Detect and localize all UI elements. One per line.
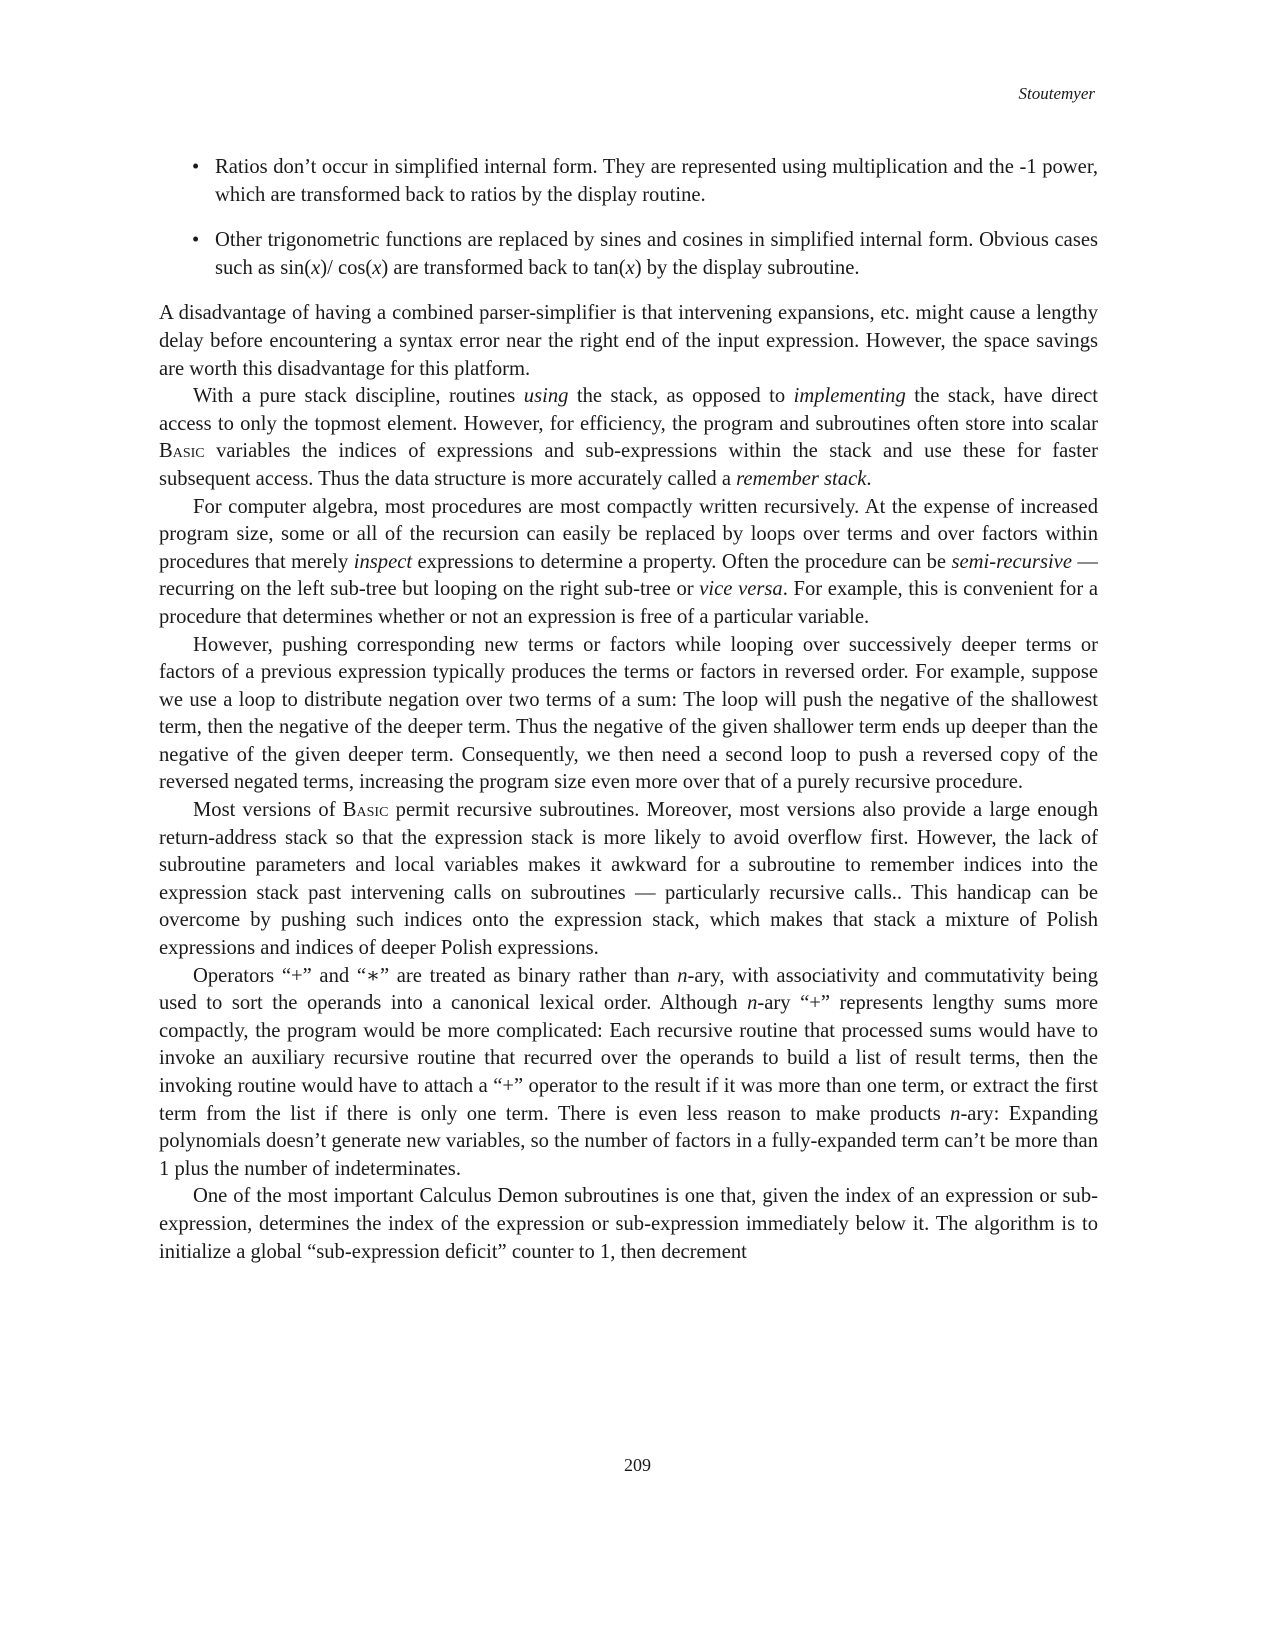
bullet-text: Ratios don’t occur in simplified internal form. They are represented using multiplication and the -1 power, which are transformed back to ratios by the display routine. — [215, 156, 1098, 206]
text-run: Operators “+” and “∗” are treated as binary rather than — [193, 964, 678, 987]
math-var-n: n — [950, 1102, 961, 1125]
bullet-item-ratios — [159, 154, 1098, 209]
text-run: the stack, as opposed to — [568, 385, 794, 408]
emphasis-semi-recursive: semi-recursive — [951, 550, 1072, 573]
text-run: the stack, have direct access to only the topmost element. However, for efficiency, the program and subroutines often store into scalar — [159, 385, 1099, 435]
paragraph-operators — [159, 963, 1098, 1184]
bullet-icon: • — [192, 229, 200, 252]
paragraph-recursive-subroutines — [159, 797, 1098, 963]
bullet-item-trig — [159, 227, 1098, 282]
emphasis-vice-versa: vice versa — [699, 578, 783, 601]
page-number: 209 — [624, 1455, 651, 1475]
math-var-n: n — [677, 964, 688, 987]
emphasis-inspect: inspect — [353, 550, 413, 573]
running-head-author: Stoutemyer — [1018, 84, 1095, 103]
emphasis-remember-stack: remember stack — [736, 467, 867, 490]
bullet-text: )/ cos( — [320, 256, 373, 279]
text-run: -ary: Expanding polynomials doesn’t generate new variables, so the number of factors in a fully-expanded term can’t be more than 1 plus the number of indeterminates. — [159, 1102, 1098, 1180]
body-text — [159, 154, 1098, 1266]
text-run: permit recursive subroutines. Moreover, most versions also provide a large enough return-address stack so that the expression stack is more likely to avoid overflow first. However, the lack of subroutine parameters and local variables makes it awkward for a subroutine to remember indices into the expression stack past intervening calls on subroutines — particularly recursive calls.. This handicap can be overcome by pushing such indices onto the expression stack, which makes that stack a mixture of Polish expressions and indices of deeper Polish expressions. — [159, 799, 1098, 960]
text-run: -ary “+” represents lengthy sums more compactly, the program would be more complicated: Each recursive routine that processed sums would have to invoke an auxiliary recursive routine that recurred over the operands to build a list of result terms, then the invoking routine would have to attach a “+” operator to the result if it was more than one term, or extract the first term from the list if there is only one term. There is even less reason to make products — [159, 992, 1099, 1125]
bullet-icon: • — [192, 156, 200, 178]
text-run: expressions to determine a property. Often the procedure can be — [412, 550, 952, 573]
emphasis-implementing: implementing — [793, 385, 906, 408]
text-run: -ary, with associativity and commutativity being used to sort the operands into a canonical lexical order. Although — [159, 964, 1098, 1015]
bullet-text: ) are transformed back to tan( — [381, 256, 626, 279]
text-run: . For example, this is convenient for a procedure that determines whether or not an expression is free of a particular variable. — [159, 578, 1098, 628]
basic-smallcaps: Basic — [159, 440, 205, 463]
bullet-list — [159, 154, 1098, 282]
text-run: For computer algebra, most procedures are most compactly written recursively. At the expense of increased program size, some or all of the recursion can easily be replaced by loops over terms and over factors within procedures that merely — [159, 495, 1098, 573]
math-var-n: n — [747, 992, 758, 1015]
text-run: . — [866, 467, 872, 490]
emphasis-using: using — [523, 385, 569, 408]
paragraph-recursion — [159, 494, 1098, 632]
paragraph-parser-simplifier: A disadvantage of having a combined parser-simplifier is that intervening expansions, etc. might cause a lengthy delay before encountering a syntax error near the right end of the input expression. However, the space savings are worth this disadvantage for this platform. — [159, 302, 1098, 380]
text-run: With a pure stack discipline, routines — [193, 385, 524, 408]
text-run: Most versions of — [193, 799, 343, 822]
paragraph-reversed-order: However, pushing corresponding new terms or factors while looping over successively deeper terms or factors of a previous expression typically produces the terms or factors in reversed order. For example, suppose we use a loop to distribute negation over two terms of a sum: The loop will push the negative of the shallowest term, then the negative of the deeper term. Thus the negative of the given shallower term ends up deeper than the negative of the given deeper term. Consequently, we then need a second loop to push a reversed copy of the reversed negated terms, increasing the program size even more over that of a purely recursive procedure. — [159, 633, 1098, 794]
text-run: variables the indices of expressions and sub-expressions within the stack and use these for faster subsequent access. Thus the data structure is more accurately called a — [159, 440, 1098, 490]
bullet-text: Other trigonometric functions are replaced by sines and cosines in simplified internal form. Obvious cases such as sin( — [215, 229, 1098, 279]
math-var: x — [625, 256, 635, 279]
math-var: x — [311, 256, 321, 279]
basic-smallcaps: Basic — [342, 799, 389, 822]
text-run: — recurring on the left sub-tree but looping on the right sub-tree or — [159, 550, 1099, 601]
paragraph-calculus-demon: One of the most important Calculus Demon subroutines is one that, given the index of an expression or sub-expression, determines the index of the expression or sub-expression immediately below it. The algorithm is to initialize a global “sub-expression deficit” counter to 1, then decrement — [159, 1185, 1098, 1263]
bullet-text: ) by the display subroutine. — [634, 256, 860, 279]
paragraph-stack-discipline — [159, 383, 1098, 493]
math-var: x — [372, 256, 382, 279]
